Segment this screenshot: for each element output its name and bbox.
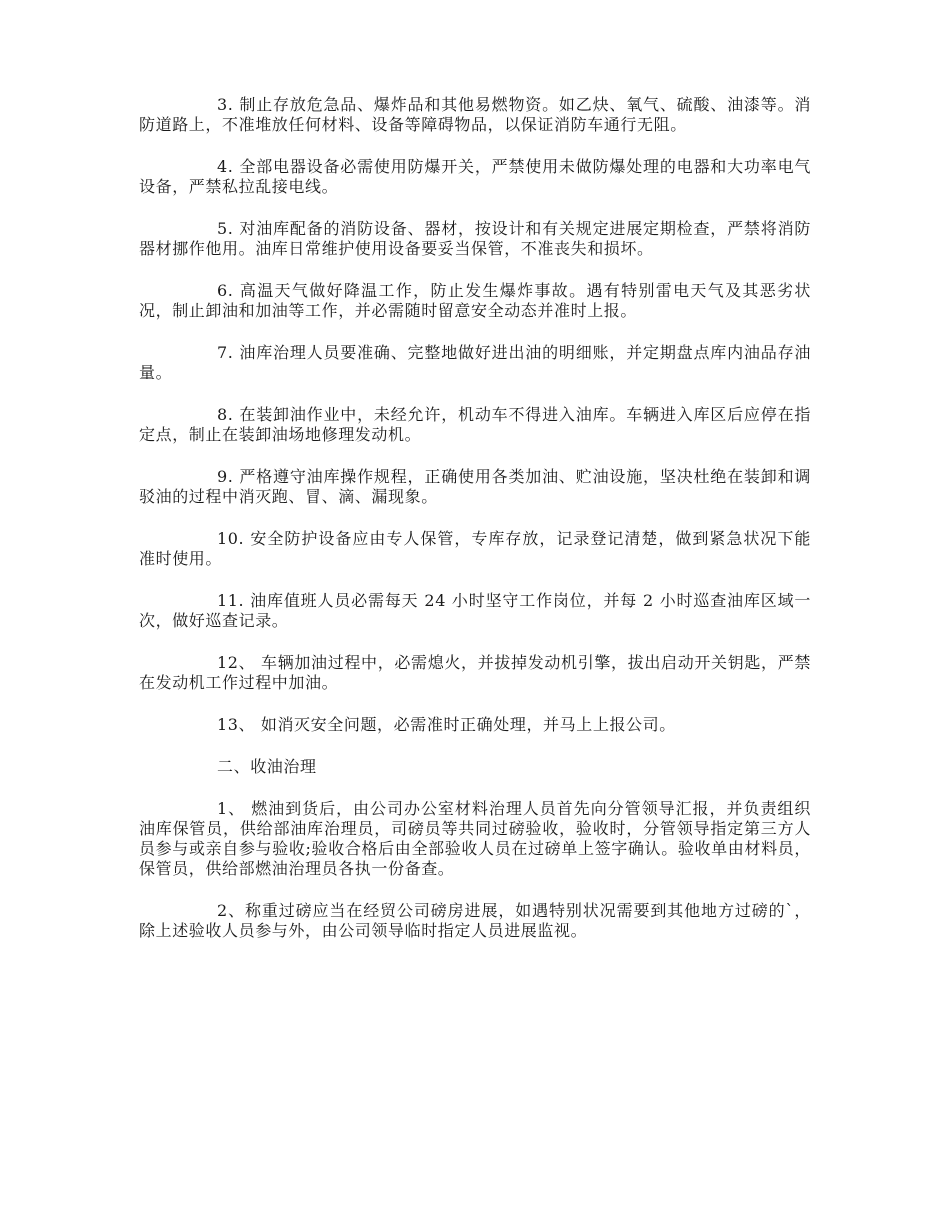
paragraph-rule-10: 10. 安全防护设备应由专人保管，专库存放，记录登记清楚，做到紧急状况下能准时使用。 [139, 529, 811, 568]
paragraph-rule-8: 8. 在装卸油作业中，未经允许，机动车不得进入油库。车辆进入库区后应停在指定点，制止在装卸油场地修理发动机。 [139, 405, 811, 444]
section-heading-oil-receiving: 二、收油治理 [217, 757, 317, 776]
document-body [139, 95, 811, 963]
paragraph-rule-3: 3. 制止存放危急品、爆炸品和其他易燃物资。如乙炔、氧气、硫酸、油漆等。消防道路上，不准堆放任何材料、设备等障碍物品，以保证消防车通行无阻。 [139, 95, 811, 134]
paragraph-receiving-1: 1、 燃油到货后，由公司办公室材料治理人员首先向分管领导汇报，并负责组织油库保管员，供给部油库治理员，司磅员等共同过磅验收，验收时，分管领导指定第三方人员参与或亲自参与验收;验收合格后由全部验收人员在过磅单上签字确认。验收单由材料员，保管员，供给部燃油治理员各执一份备查。 [139, 799, 811, 878]
paragraph-rule-5: 5. 对油库配备的消防设备、器材，按设计和有关规定进展定期检查，严禁将消防器材挪作他用。油库日常维护使用设备要妥当保管，不准丧失和损坏。 [139, 219, 811, 258]
paragraph-rule-7: 7. 油库治理人员要准确、完整地做好进出油的明细账，并定期盘点库内油品存油量。 [139, 343, 811, 382]
paragraph-rule-11: 11. 油库值班人员必需每天 24 小时坚守工作岗位，并每 2 小时巡查油库区域一次，做好巡查记录。 [139, 591, 811, 630]
paragraph-receiving-2: 2、称重过磅应当在经贸公司磅房进展，如遇特别状况需要到其他地方过磅的`，除上述验收人员参与外，由公司领导临时指定人员进展监视。 [139, 901, 811, 940]
paragraph-rule-4: 4. 全部电器设备必需使用防爆开关，严禁使用未做防爆处理的电器和大功率电气设备，严禁私拉乱接电线。 [139, 157, 811, 196]
paragraph-rule-12: 12、 车辆加油过程中，必需熄火，并拔掉发动机引擎，拔出启动开关钥匙，严禁在发动机工作过程中加油。 [139, 653, 811, 692]
paragraph-rule-13: 13、 如消灭安全问题，必需准时正确处理，并马上上报公司。 [217, 715, 676, 734]
paragraph-rule-9: 9. 严格遵守油库操作规程，正确使用各类加油、贮油设施，坚决杜绝在装卸和调驳油的过程中消灭跑、冒、滴、漏现象。 [139, 467, 811, 506]
paragraph-rule-6: 6. 高温天气做好降温工作，防止发生爆炸事故。遇有特别雷电天气及其恶劣状况，制止卸油和加油等工作，并必需随时留意安全动态并准时上报。 [139, 281, 811, 320]
